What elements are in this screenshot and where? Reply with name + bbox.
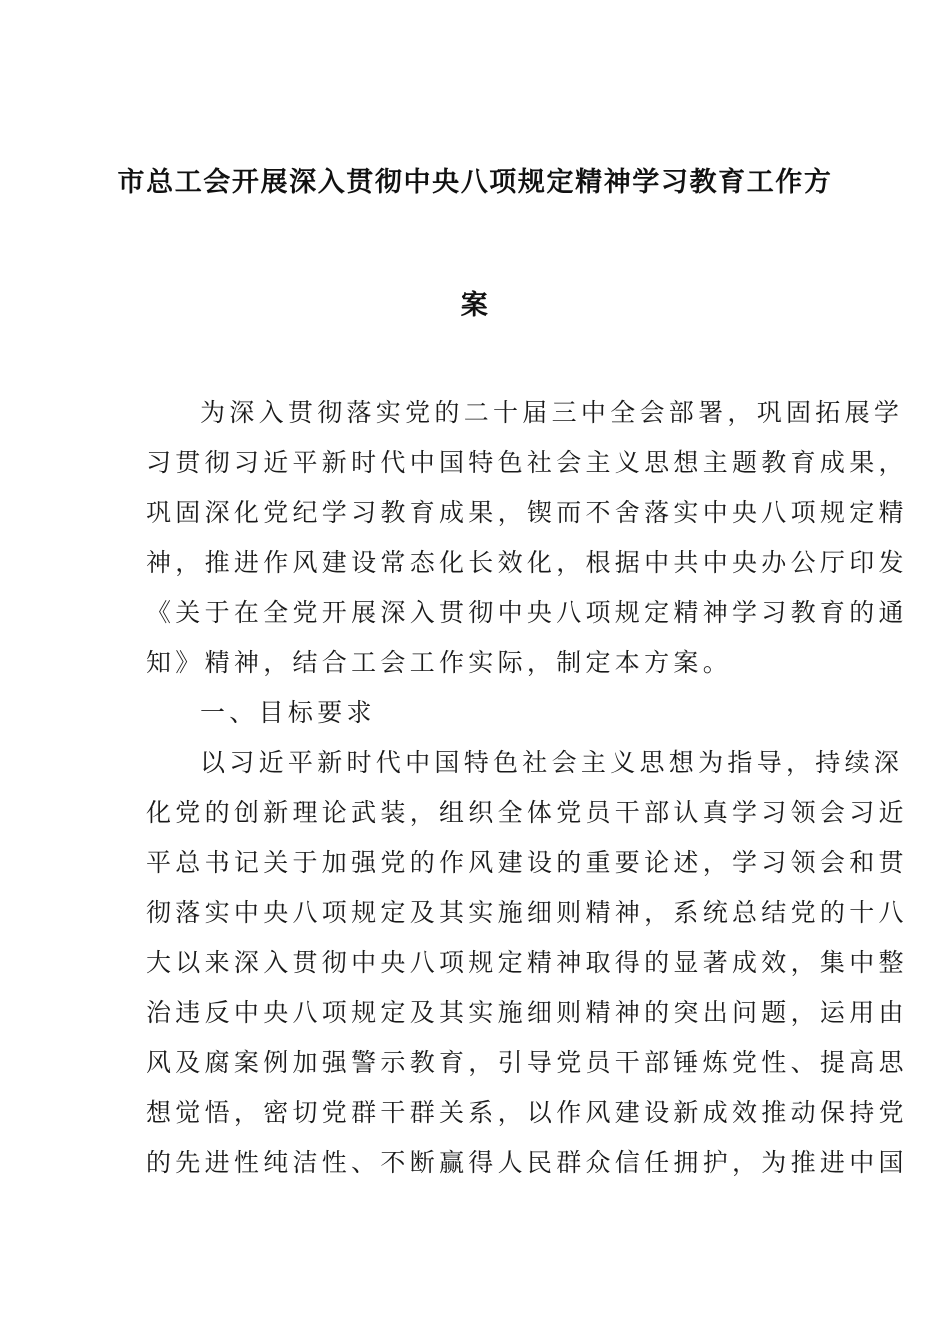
paragraph-intro-line-6: 知》精神，结合工会工作实际，制定本方案。 — [146, 648, 733, 677]
document-title-line-2: 案 — [460, 290, 490, 321]
paragraph-goals-line-5: 大以来深入贯彻中央八项规定精神取得的显著成效，集中整 — [146, 948, 908, 977]
paragraph-goals-line-6: 治违反中央八项规定及其实施细则精神的突出问题，运用由 — [146, 998, 908, 1027]
section-heading-goals: 一、目标要求 — [200, 698, 376, 727]
paragraph-goals-line-4: 彻落实中央八项规定及其实施细则精神，系统总结党的十八 — [146, 898, 908, 927]
paragraph-intro-line-5: 《关于在全党开展深入贯彻中央八项规定精神学习教育的通 — [146, 598, 908, 627]
paragraph-goals-line-1: 以习近平新时代中国特色社会主义思想为指导，持续深 — [200, 748, 904, 777]
document-title-line-1: 市总工会开展深入贯彻中央八项规定精神学习教育工作方 — [117, 167, 833, 198]
paragraph-goals-line-3: 平总书记关于加强党的作风建设的重要论述，学习领会和贯 — [146, 848, 908, 877]
paragraph-intro-line-2: 习贯彻习近平新时代中国特色社会主义思想主题教育成果， — [146, 448, 908, 477]
paragraph-goals-line-7: 风及腐案例加强警示教育，引导党员干部锤炼党性、提高思 — [146, 1048, 908, 1077]
paragraph-goals-line-9: 的先进性纯洁性、不断赢得人民群众信任拥护，为推进中国 — [146, 1148, 908, 1177]
paragraph-intro-line-1: 为深入贯彻落实党的二十届三中全会部署，巩固拓展学 — [200, 398, 904, 427]
paragraph-goals-line-8: 想觉悟，密切党群干群关系，以作风建设新成效推动保持党 — [146, 1098, 908, 1127]
paragraph-intro-line-3: 巩固深化党纪学习教育成果，锲而不舍落实中央八项规定精 — [146, 498, 908, 527]
document-body — [146, 388, 908, 1188]
paragraph-goals-line-2: 化党的创新理论武装，组织全体党员干部认真学习领会习近 — [146, 798, 908, 827]
paragraph-intro-line-4: 神，推进作风建设常态化长效化，根据中共中央办公厅印发 — [146, 548, 908, 577]
